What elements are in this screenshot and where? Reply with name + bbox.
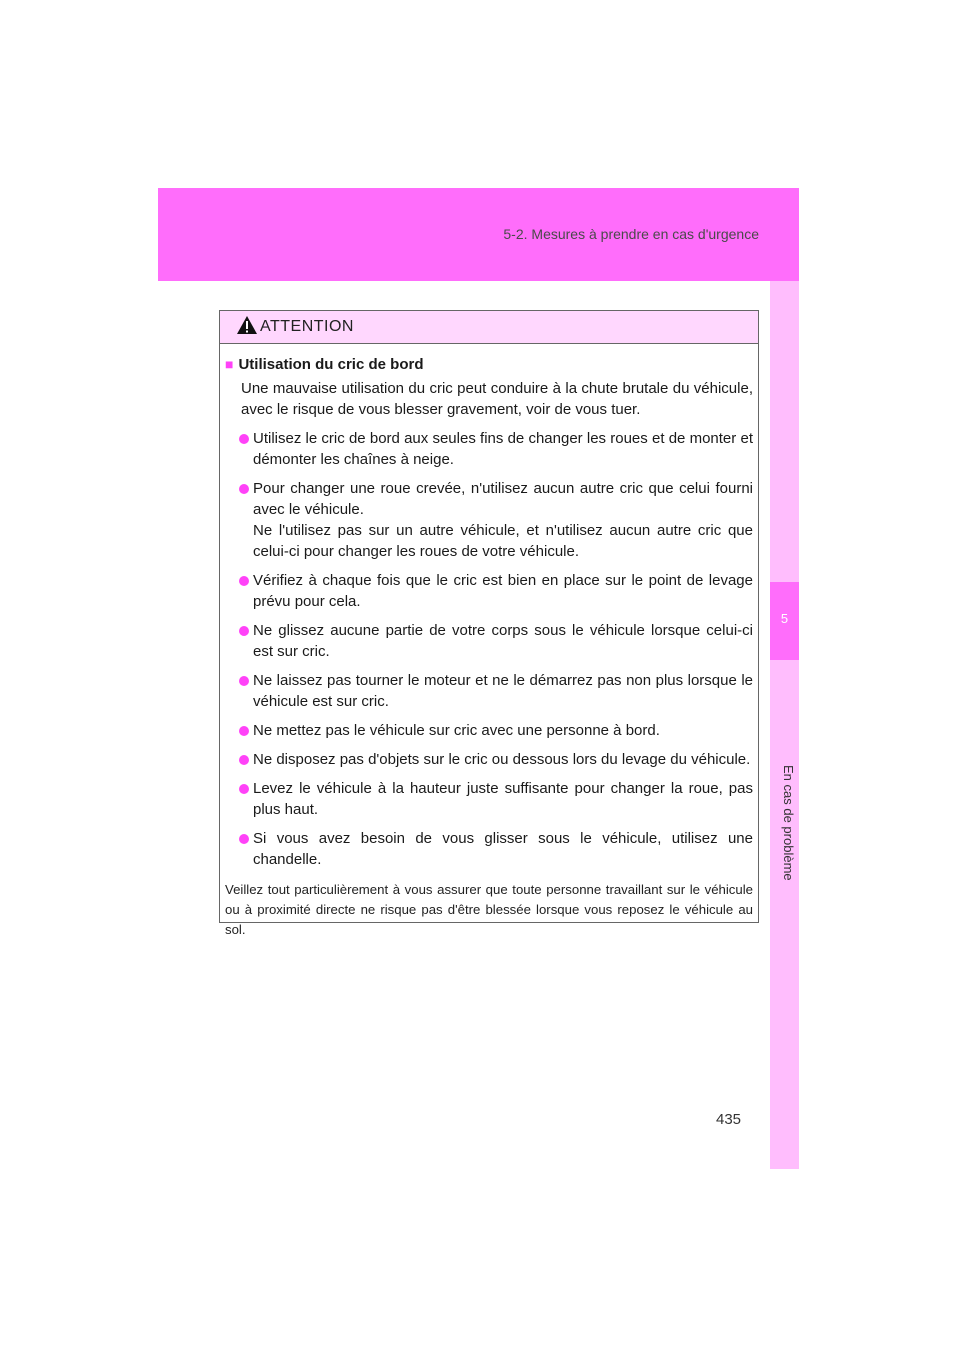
chapter-title: En cas de problème	[781, 765, 796, 881]
bullet-item	[225, 478, 753, 562]
warning-title: ATTENTION	[260, 318, 354, 335]
bullet-text: Pour changer une roue crevée, n'utilisez aucun autre cric que celui fourni avec le véhicule.	[253, 480, 753, 518]
header-band	[158, 188, 799, 281]
section-heading	[225, 354, 753, 375]
bullet-text: Utilisez le cric de bord aux seules fins de changer les roues et de monter et démonter les chaînes à neige.	[253, 430, 753, 468]
page-number: 435	[716, 1111, 742, 1128]
bullet-item	[225, 620, 753, 662]
bullet-dot-icon	[239, 676, 249, 686]
square-bullet-icon: ■	[225, 356, 234, 372]
bullet-item	[225, 720, 753, 741]
bullet-item	[225, 570, 753, 612]
bullet-dot-icon	[239, 784, 249, 794]
bullet-text: Ne glissez aucune partie de votre corps sous le véhicule lorsque celui-ci est sur cric.	[253, 622, 753, 660]
bullet-dot-icon	[239, 726, 249, 736]
bullet-text: Si vous avez besoin de vous glisser sous le véhicule, utilisez une chandelle.	[253, 830, 753, 868]
bullet-item	[225, 828, 753, 870]
bullet-dot-icon	[239, 834, 249, 844]
bullet-item	[225, 428, 753, 470]
bullet-dot-icon	[239, 626, 249, 636]
bullet-text: Ne laissez pas tourner le moteur et ne le démarrez pas non plus lorsque le véhicule est sur cric.	[253, 672, 753, 710]
bullet-text: Ne disposez pas d'objets sur le cric ou dessous lors du levage du véhicule.	[253, 751, 751, 768]
warning-body	[220, 344, 758, 940]
bullet-dot-icon	[239, 434, 249, 444]
closing-note: Veillez tout particulièrement à vous assurer que toute personne travaillant sur le véhicule ou à proximité directe ne risque pas d'être blessée lorsque vous reposez le véhicule au sol.	[225, 882, 753, 937]
section-heading-text: Utilisation du cric de bord	[238, 356, 424, 373]
bullet-text: Ne mettez pas le véhicule sur cric avec une personne à bord.	[253, 722, 660, 739]
bullet-item	[225, 670, 753, 712]
intro-paragraph: Une mauvaise utilisation du cric peut conduire à la chute brutale du véhicule, avec le risque de vous blesser gravement, voir de vous tuer.	[241, 380, 753, 418]
bullet-text: Levez le véhicule à la hauteur juste suffisante pour changer la roue, pas plus haut.	[253, 780, 753, 818]
warning-header	[220, 311, 758, 344]
warning-box	[219, 310, 759, 937]
bullet-dot-icon	[239, 755, 249, 765]
bullet-item	[225, 749, 753, 770]
section-title: 5-2. Mesures à prendre en cas d'urgence	[503, 226, 759, 242]
bullet-dot-icon	[239, 484, 249, 494]
bullet-text: Ne l'utilisez pas sur un autre véhicule, et n'utilisez aucun autre cric que celui-ci pour changer les roues de votre véhicule.	[253, 522, 753, 560]
bullet-text: Vérifiez à chaque fois que le cric est bien en place sur le point de levage prévu pour cela.	[253, 572, 753, 610]
bullet-item	[225, 778, 753, 820]
chapter-number: 5	[780, 611, 789, 626]
chapter-side-tab	[770, 281, 799, 1169]
bullet-dot-icon	[239, 576, 249, 586]
warning-triangle-icon	[236, 315, 258, 340]
